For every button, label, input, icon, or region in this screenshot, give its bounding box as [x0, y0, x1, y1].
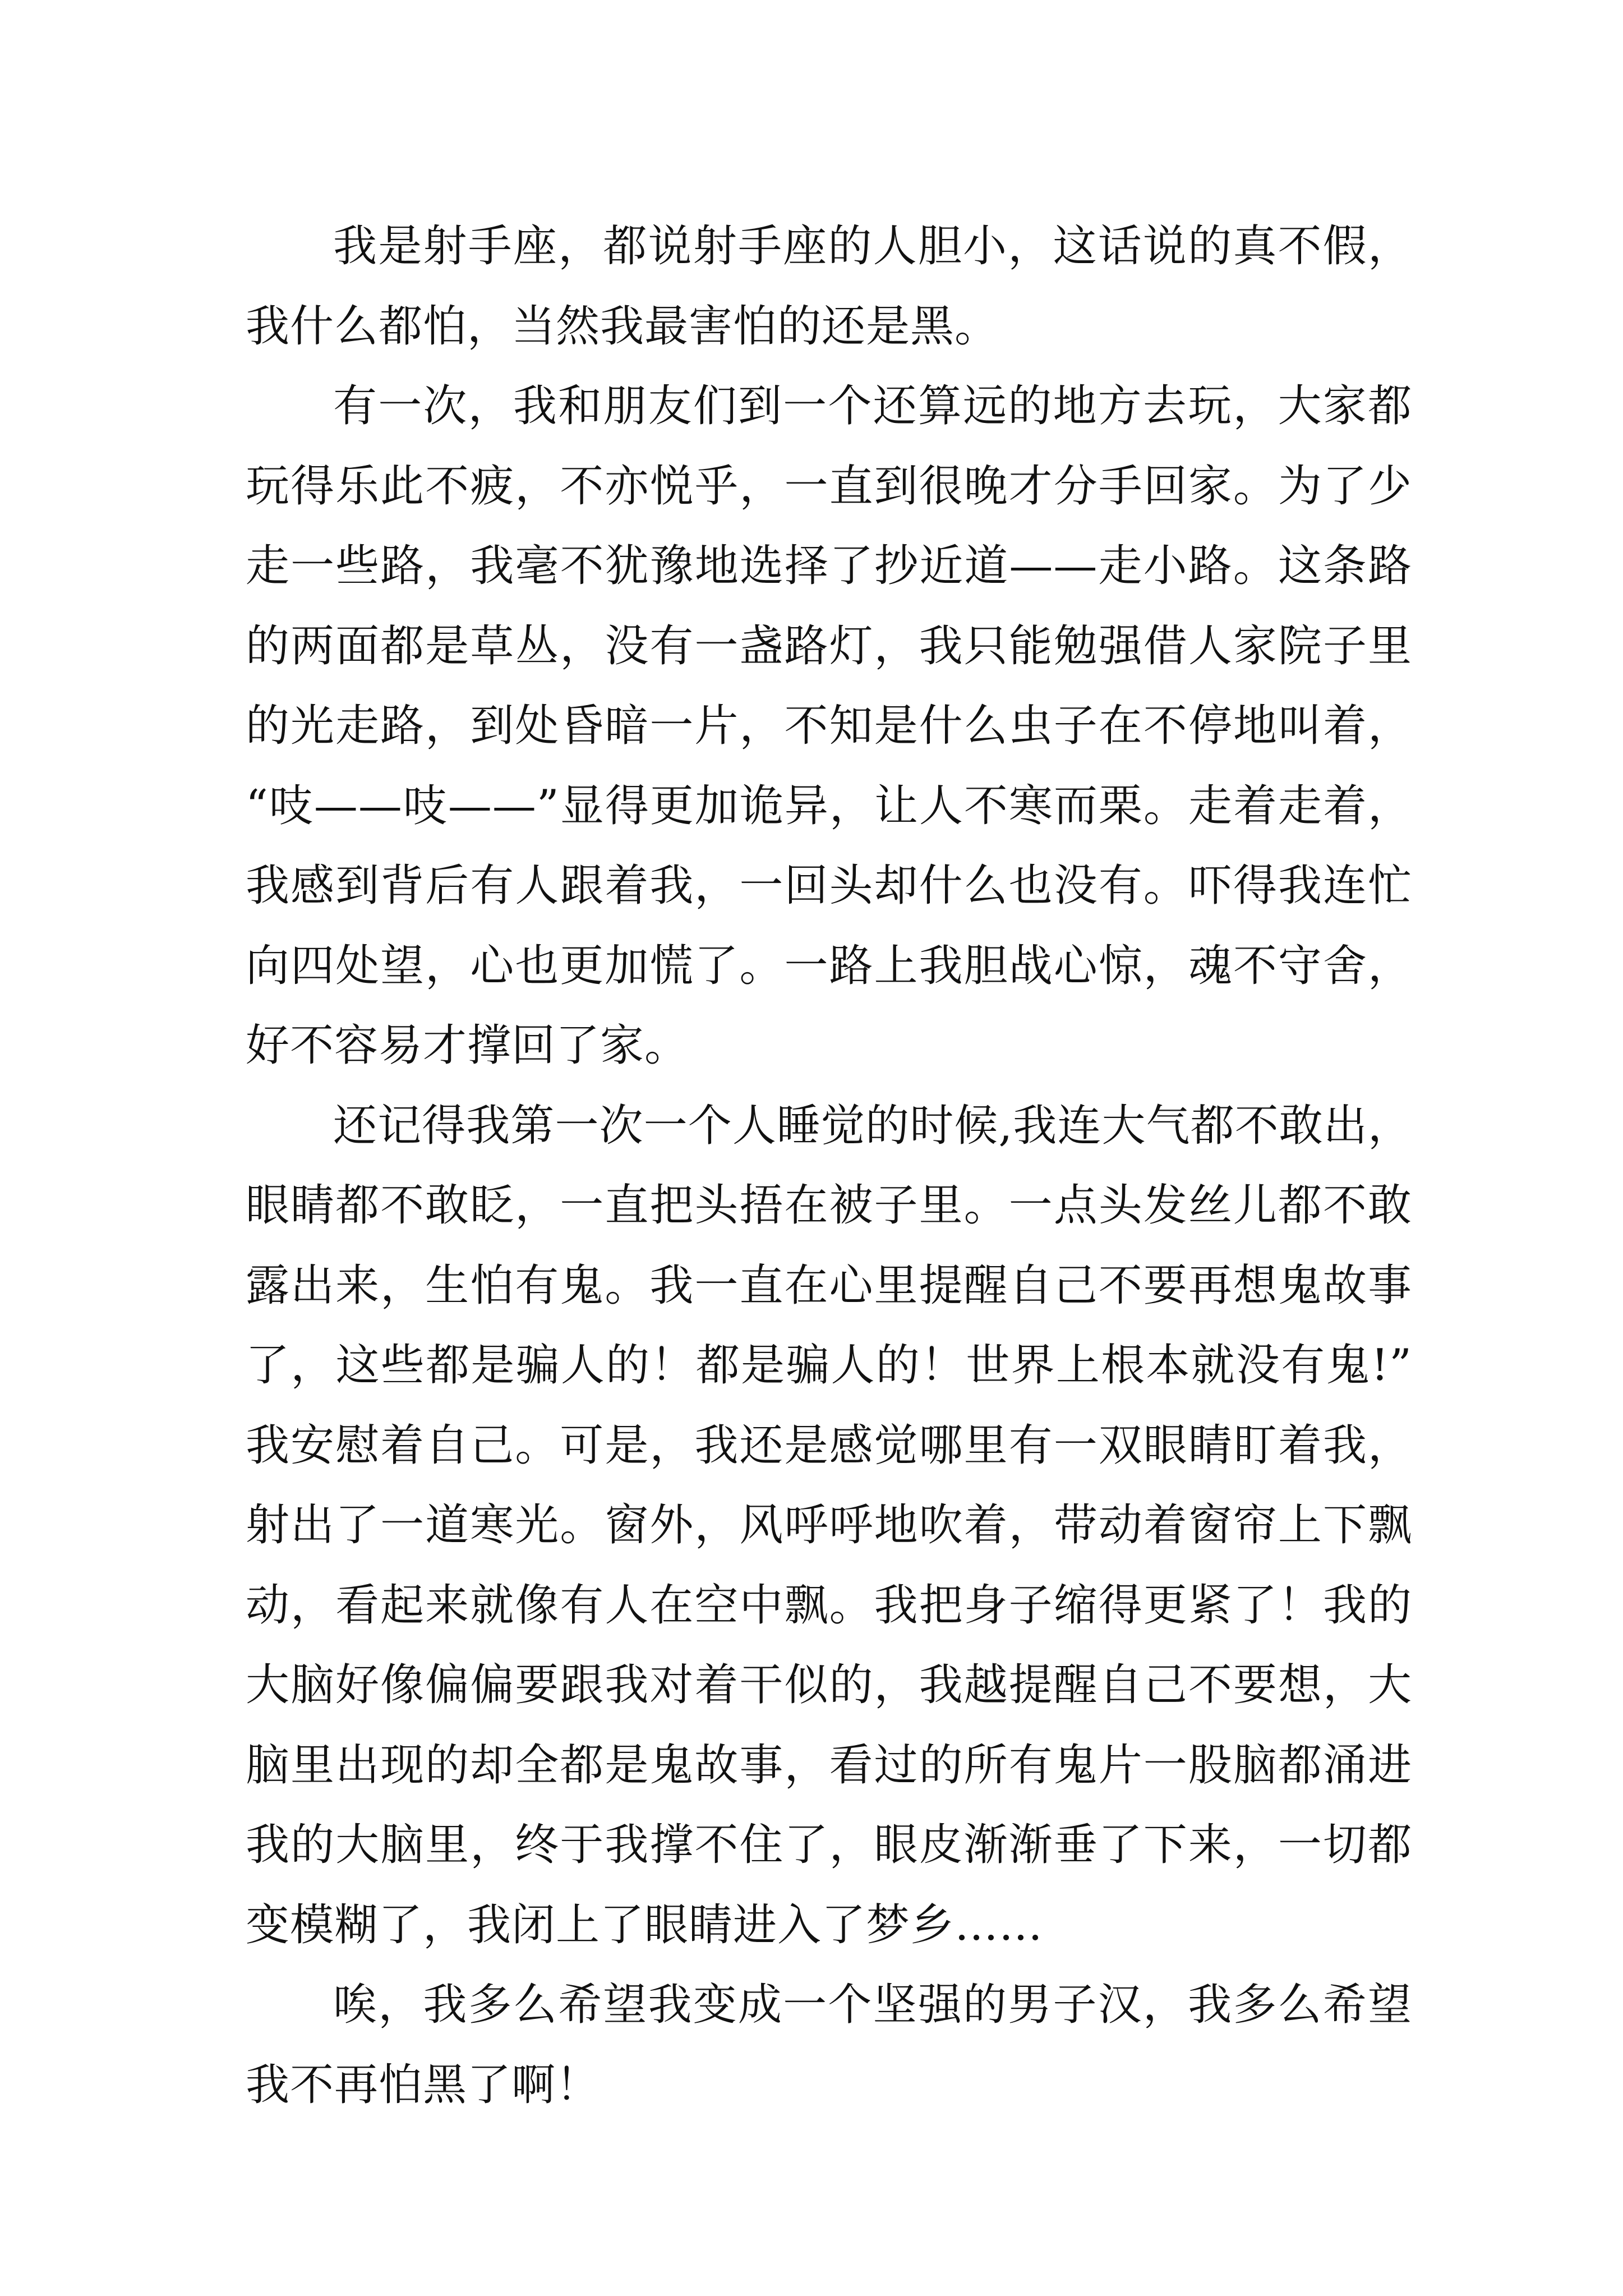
text-line: 大脑好像偏偏要跟我对着干似的，我越提醒自己不要想，大	[246, 1660, 1412, 1710]
text-line: 有一次，我和朋友们到一个还算远的地方去玩，大家都	[333, 381, 1412, 431]
text-line: 还记得我第一次一个人睡觉的时候,我连大气都不敢出，	[333, 1100, 1412, 1151]
paragraph-3	[246, 1086, 1412, 1966]
text-line: 射出了一道寒光。窗外，风呼呼地吹着，带动着窗帘上下飘	[246, 1500, 1412, 1550]
text-line: 唉，我多么希望我变成一个坚强的男子汉，我多么希望	[333, 1980, 1412, 2030]
text-line: 动，看起来就像有人在空中飘。我把身子缩得更紧了！我的	[246, 1580, 1412, 1631]
text-line: 我什么都怕，当然我最害怕的还是黑。	[246, 301, 999, 352]
text-line: 我的大脑里，终于我撑不住了，眼皮渐渐垂了下来，一切都	[246, 1820, 1412, 1870]
text-line: 的光走路，到处昏暗一片，不知是什么虫子在不停地叫着，	[246, 701, 1412, 751]
text-line: 好不容易才撑回了家。	[246, 1020, 689, 1071]
text-line: 我安慰着自己。可是，我还是感觉哪里有一双眼睛盯着我，	[246, 1420, 1412, 1471]
text-line: 向四处望，心也更加慌了。一路上我胆战心惊，魂不守舍，	[246, 940, 1412, 991]
text-line: 了，这些都是骗人的！都是骗人的！世界上根本就没有鬼!”	[246, 1340, 1412, 1391]
text-line: 变模糊了，我闭上了眼睛进入了梦乡……	[246, 1899, 1044, 1950]
text-line: 我感到背后有人跟着我，一回头却什么也没有。吓得我连忙	[246, 861, 1412, 911]
text-line: 的两面都是草丛，没有一盏路灯，我只能勉强借人家院子里	[246, 620, 1412, 671]
text-line: 眼睛都不敢眨，一直把头捂在被子里。一点头发丝儿都不敢	[246, 1180, 1412, 1231]
text-line: 走一些路，我毫不犹豫地选择了抄近道——走小路。这条路	[246, 541, 1412, 591]
text-line: 我不再怕黑了啊！	[246, 2059, 601, 2110]
paragraph-1	[246, 206, 1412, 366]
text-line: 我是射手座，都说射手座的人胆小，这话说的真不假，	[333, 221, 1412, 272]
paragraph-2	[246, 366, 1412, 1086]
text-line: 玩得乐此不疲，不亦悦乎，一直到很晚才分手回家。为了少	[246, 461, 1412, 512]
text-line: 脑里出现的却全都是鬼故事，看过的所有鬼片一股脑都涌进	[246, 1740, 1412, 1791]
paragraph-4	[246, 1965, 1412, 2125]
text-line: 露出来，生怕有鬼。我一直在心里提醒自己不要再想鬼故事	[246, 1260, 1412, 1311]
text-line: “吱——吱——”显得更加诡异，让人不寒而栗。走着走着，	[246, 780, 1412, 831]
essay-body	[246, 206, 1412, 2125]
